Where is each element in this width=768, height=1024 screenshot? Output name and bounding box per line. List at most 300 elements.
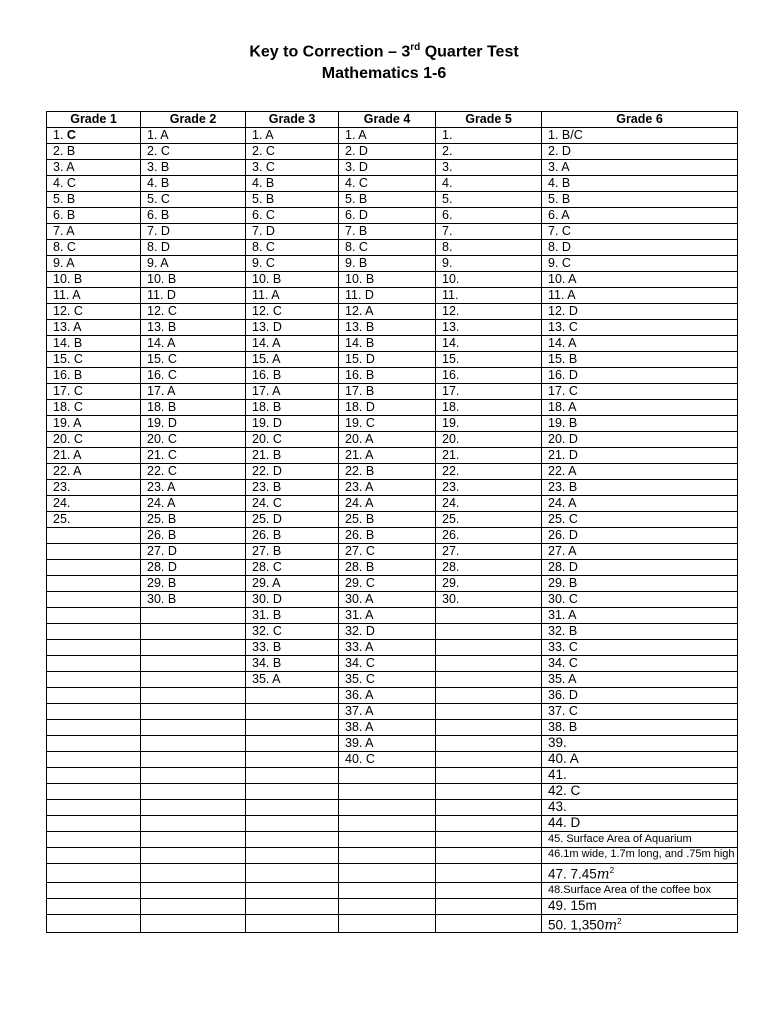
- answer-cell-grade-2: [141, 898, 246, 914]
- table-row: [47, 832, 738, 848]
- answer-cell-grade-2: 1. A: [141, 128, 246, 144]
- answer-cell-grade-5: [436, 624, 542, 640]
- answer-cell-grade-2: 16. C: [141, 368, 246, 384]
- answer-cell-grade-3: 32. C: [246, 624, 339, 640]
- answer-cell-grade-6: 33. C: [542, 640, 738, 656]
- answer-cell-grade-5: 2.: [436, 144, 542, 160]
- answer-cell-grade-6: 46.1m wide, 1.7m long, and .75m high: [542, 848, 738, 864]
- answer-cell-grade-6: 50. $1,350m^2$: [542, 914, 738, 933]
- answer-cell-grade-6: 1. B/C: [542, 128, 738, 144]
- answer-cell-grade-5: 11.: [436, 288, 542, 304]
- answer-cell-grade-4: 39. A: [339, 736, 436, 752]
- answer-cell-grade-6: 29. B: [542, 576, 738, 592]
- answer-cell-grade-5: [436, 768, 542, 784]
- answer-cell-grade-3: 24. C: [246, 496, 339, 512]
- answer-cell-grade-1: [47, 528, 141, 544]
- answer-cell-grade-5: [436, 656, 542, 672]
- answer-cell-grade-2: [141, 656, 246, 672]
- header-grade-3: Grade 3: [246, 112, 339, 128]
- answer-cell-grade-3: 31. B: [246, 608, 339, 624]
- answer-cell-grade-2: 3. B: [141, 160, 246, 176]
- answer-cell-grade-5: 22.: [436, 464, 542, 480]
- answer-cell-grade-3: 26. B: [246, 528, 339, 544]
- answer-cell-grade-6: 27. A: [542, 544, 738, 560]
- answer-cell-grade-1: 11. A: [47, 288, 141, 304]
- answer-cell-grade-5: 9.: [436, 256, 542, 272]
- answer-cell-grade-3: [246, 848, 339, 864]
- answer-cell-grade-2: [141, 882, 246, 898]
- answer-cell-grade-5: 16.: [436, 368, 542, 384]
- table-row: [47, 272, 738, 288]
- answer-cell-grade-1: 10. B: [47, 272, 141, 288]
- answer-cell-grade-5: 12.: [436, 304, 542, 320]
- answer-key-table: [46, 111, 738, 933]
- table-row: [47, 624, 738, 640]
- table-row: [47, 688, 738, 704]
- answer-cell-grade-2: 17. A: [141, 384, 246, 400]
- answer-cell-grade-2: 22. C: [141, 464, 246, 480]
- table-row: [47, 240, 738, 256]
- table-row: [47, 352, 738, 368]
- table-row: [47, 464, 738, 480]
- answer-cell-grade-4: 31. A: [339, 608, 436, 624]
- answer-cell-grade-1: [47, 704, 141, 720]
- answer-cell-grade-3: [246, 882, 339, 898]
- answer-cell-grade-6: 10. A: [542, 272, 738, 288]
- answer-cell-grade-5: [436, 688, 542, 704]
- table-row: [47, 752, 738, 768]
- answer-cell-grade-4: 4. C: [339, 176, 436, 192]
- table-row: [47, 256, 738, 272]
- answer-cell-grade-3: [246, 832, 339, 848]
- answer-cell-grade-2: [141, 736, 246, 752]
- answer-cell-grade-4: 34. C: [339, 656, 436, 672]
- answer-cell-grade-6: 6. A: [542, 208, 738, 224]
- answer-cell-grade-4: [339, 882, 436, 898]
- answer-cell-grade-3: 2. C: [246, 144, 339, 160]
- answer-cell-grade-5: 17.: [436, 384, 542, 400]
- answer-cell-grade-1: [47, 544, 141, 560]
- answer-cell-grade-3: 19. D: [246, 416, 339, 432]
- answer-cell-grade-6: 49. 15m: [542, 898, 738, 914]
- header-grade-6: Grade 6: [542, 112, 738, 128]
- answer-cell-grade-1: [47, 784, 141, 800]
- answer-cell-grade-6: 16. D: [542, 368, 738, 384]
- answer-cell-grade-3: [246, 914, 339, 933]
- answer-cell-grade-6: 9. C: [542, 256, 738, 272]
- answer-cell-grade-4: 26. B: [339, 528, 436, 544]
- answer-cell-grade-4: 29. C: [339, 576, 436, 592]
- answer-cell-grade-5: 15.: [436, 352, 542, 368]
- answer-cell-grade-2: [141, 914, 246, 933]
- answer-cell-grade-6: 34. C: [542, 656, 738, 672]
- answer-cell-grade-5: 14.: [436, 336, 542, 352]
- answer-cell-grade-6: 48.Surface Area of the coffee box: [542, 882, 738, 898]
- answer-cell-grade-1: 25.: [47, 512, 141, 528]
- answer-cell-grade-4: 33. A: [339, 640, 436, 656]
- answer-cell-grade-6: 13. C: [542, 320, 738, 336]
- table-row: [47, 160, 738, 176]
- answer-cell-grade-6: 39.: [542, 736, 738, 752]
- answer-cell-grade-1: 9. A: [47, 256, 141, 272]
- answer-cell-grade-6: 26. D: [542, 528, 738, 544]
- table-row: [47, 496, 738, 512]
- answer-cell-grade-2: [141, 848, 246, 864]
- answer-cell-grade-3: 28. C: [246, 560, 339, 576]
- answer-cell-grade-4: 9. B: [339, 256, 436, 272]
- table-row: [47, 736, 738, 752]
- answer-cell-grade-5: 25.: [436, 512, 542, 528]
- answer-cell-grade-1: [47, 864, 141, 883]
- answer-cell-grade-6: 8. D: [542, 240, 738, 256]
- answer-cell-grade-6: 36. D: [542, 688, 738, 704]
- answer-cell-grade-5: 18.: [436, 400, 542, 416]
- answer-cell-grade-3: 12. C: [246, 304, 339, 320]
- answer-cell-grade-3: 20. C: [246, 432, 339, 448]
- answer-cell-grade-1: [47, 624, 141, 640]
- answer-cell-grade-5: 24.: [436, 496, 542, 512]
- answer-cell-grade-2: 13. B: [141, 320, 246, 336]
- table-row: [47, 576, 738, 592]
- answer-cell-grade-2: 27. D: [141, 544, 246, 560]
- answer-cell-grade-1: [47, 608, 141, 624]
- answer-cell-grade-1: 15. C: [47, 352, 141, 368]
- table-row: [47, 864, 738, 883]
- table-row: [47, 768, 738, 784]
- answer-cell-grade-4: 11. D: [339, 288, 436, 304]
- answer-cell-grade-2: 7. D: [141, 224, 246, 240]
- table-row: [47, 544, 738, 560]
- answer-cell-grade-4: 17. B: [339, 384, 436, 400]
- answer-cell-grade-1: [47, 816, 141, 832]
- answer-cell-grade-6: 45. Surface Area of Aquarium: [542, 832, 738, 848]
- table-row: [47, 816, 738, 832]
- answer-cell-grade-1: 8. C: [47, 240, 141, 256]
- answer-cell-grade-5: 3.: [436, 160, 542, 176]
- answer-cell-grade-3: [246, 768, 339, 784]
- answer-cell-grade-1: [47, 656, 141, 672]
- answer-cell-grade-2: 30. B: [141, 592, 246, 608]
- table-row: [47, 512, 738, 528]
- answer-cell-grade-2: [141, 608, 246, 624]
- answer-cell-grade-4: 23. A: [339, 480, 436, 496]
- answer-cell-grade-2: 6. B: [141, 208, 246, 224]
- answer-cell-grade-5: 7.: [436, 224, 542, 240]
- answer-cell-grade-5: 26.: [436, 528, 542, 544]
- answer-cell-grade-4: 27. C: [339, 544, 436, 560]
- answer-cell-grade-4: 35. C: [339, 672, 436, 688]
- answer-cell-grade-5: 5.: [436, 192, 542, 208]
- answer-cell-grade-1: 24.: [47, 496, 141, 512]
- answer-cell-grade-4: 38. A: [339, 720, 436, 736]
- answer-cell-grade-4: 14. B: [339, 336, 436, 352]
- answer-cell-grade-4: [339, 898, 436, 914]
- answer-cell-grade-1: 12. C: [47, 304, 141, 320]
- answer-cell-grade-6: 41.: [542, 768, 738, 784]
- answer-cell-grade-2: 18. B: [141, 400, 246, 416]
- answer-cell-grade-5: [436, 720, 542, 736]
- answer-cell-grade-4: 12. A: [339, 304, 436, 320]
- answer-cell-grade-5: [436, 800, 542, 816]
- answer-cell-grade-1: 6. B: [47, 208, 141, 224]
- answer-cell-grade-2: [141, 672, 246, 688]
- table-row: [47, 560, 738, 576]
- table-row: [47, 320, 738, 336]
- answer-cell-grade-3: 7. D: [246, 224, 339, 240]
- answer-cell-grade-6: 15. B: [542, 352, 738, 368]
- answer-cell-grade-4: 15. D: [339, 352, 436, 368]
- answer-cell-grade-6: 24. A: [542, 496, 738, 512]
- answer-cell-grade-4: 10. B: [339, 272, 436, 288]
- answer-cell-grade-5: [436, 914, 542, 933]
- answer-cell-grade-5: 10.: [436, 272, 542, 288]
- answer-cell-grade-2: 11. D: [141, 288, 246, 304]
- table-row: [47, 368, 738, 384]
- answer-cell-grade-5: [436, 752, 542, 768]
- table-row: [47, 704, 738, 720]
- answer-cell-grade-3: 18. B: [246, 400, 339, 416]
- answer-cell-grade-2: [141, 864, 246, 883]
- answer-cell-grade-1: 5. B: [47, 192, 141, 208]
- table-row: [47, 882, 738, 898]
- answer-cell-grade-2: 25. B: [141, 512, 246, 528]
- answer-cell-grade-2: 10. B: [141, 272, 246, 288]
- table-row: [47, 480, 738, 496]
- answer-cell-grade-4: [339, 864, 436, 883]
- answer-cell-grade-5: [436, 608, 542, 624]
- answer-cell-grade-3: 35. A: [246, 672, 339, 688]
- answer-cell-grade-6: 3. A: [542, 160, 738, 176]
- header-grade-2: Grade 2: [141, 112, 246, 128]
- answer-cell-grade-4: 20. A: [339, 432, 436, 448]
- answer-cell-grade-5: 21.: [436, 448, 542, 464]
- answer-cell-grade-2: [141, 784, 246, 800]
- answer-cell-grade-2: [141, 640, 246, 656]
- answer-cell-grade-6: 35. A: [542, 672, 738, 688]
- table-row: [47, 800, 738, 816]
- table-row: [47, 304, 738, 320]
- answer-cell-grade-5: 8.: [436, 240, 542, 256]
- table-row: [47, 384, 738, 400]
- answer-cell-grade-5: [436, 736, 542, 752]
- answer-cell-grade-2: [141, 800, 246, 816]
- answer-cell-grade-3: 25. D: [246, 512, 339, 528]
- answer-cell-grade-4: 19. C: [339, 416, 436, 432]
- answer-cell-grade-1: 13. A: [47, 320, 141, 336]
- table-row: [47, 192, 738, 208]
- table-row: [47, 608, 738, 624]
- answer-cell-grade-4: [339, 784, 436, 800]
- table-row: [47, 592, 738, 608]
- answer-cell-grade-3: 29. A: [246, 576, 339, 592]
- answer-cell-grade-5: [436, 832, 542, 848]
- answer-cell-grade-2: [141, 720, 246, 736]
- answer-cell-grade-5: 20.: [436, 432, 542, 448]
- math-unit-exponent: 2: [609, 866, 615, 875]
- answer-cell-grade-3: 1. A: [246, 128, 339, 144]
- answer-cell-grade-5: [436, 882, 542, 898]
- answer-cell-grade-1: 14. B: [47, 336, 141, 352]
- table-row: [47, 128, 738, 144]
- answer-cell-grade-6: 7. C: [542, 224, 738, 240]
- answer-cell-grade-2: 21. C: [141, 448, 246, 464]
- table-row: [47, 224, 738, 240]
- answer-cell-grade-4: [339, 914, 436, 933]
- answer-cell-grade-6: 4. B: [542, 176, 738, 192]
- answer-cell-grade-5: [436, 848, 542, 864]
- answer-cell-grade-4: 1. A: [339, 128, 436, 144]
- table-row: [47, 640, 738, 656]
- answer-cell-grade-5: 30.: [436, 592, 542, 608]
- answer-cell-grade-4: 18. D: [339, 400, 436, 416]
- answer-cell-grade-1: [47, 914, 141, 933]
- answer-cell-grade-5: 1.: [436, 128, 542, 144]
- answer-cell-grade-6: 19. B: [542, 416, 738, 432]
- answer-cell-grade-3: [246, 898, 339, 914]
- answer-cell-grade-4: [339, 848, 436, 864]
- answer-cell-grade-3: [246, 864, 339, 883]
- table-row: [47, 672, 738, 688]
- table-row: [47, 416, 738, 432]
- answer-cell-grade-3: 16. B: [246, 368, 339, 384]
- table-row: [47, 448, 738, 464]
- answer-cell-grade-4: 25. B: [339, 512, 436, 528]
- answer-cell-grade-2: 9. A: [141, 256, 246, 272]
- answer-cell-grade-4: [339, 800, 436, 816]
- answer-cell-grade-5: [436, 704, 542, 720]
- answer-cell-grade-1: [47, 752, 141, 768]
- answer-cell-grade-2: 20. C: [141, 432, 246, 448]
- answer-cell-grade-2: 24. A: [141, 496, 246, 512]
- answer-cell-grade-1: [47, 592, 141, 608]
- answer-cell-grade-2: [141, 816, 246, 832]
- answer-cell-grade-2: 12. C: [141, 304, 246, 320]
- answer-cell-grade-3: 6. C: [246, 208, 339, 224]
- answer-cell-grade-4: 24. A: [339, 496, 436, 512]
- answer-cell-grade-4: 21. A: [339, 448, 436, 464]
- answer-cell-grade-1: [47, 898, 141, 914]
- answer-cell-grade-3: 5. B: [246, 192, 339, 208]
- answer-cell-grade-2: 28. D: [141, 560, 246, 576]
- answer-cell-grade-6: 30. C: [542, 592, 738, 608]
- answer-cell-grade-4: 32. D: [339, 624, 436, 640]
- answer-cell-grade-2: 2. C: [141, 144, 246, 160]
- answer-cell-grade-4: 2. D: [339, 144, 436, 160]
- answer-cell-grade-3: 15. A: [246, 352, 339, 368]
- answer-cell-grade-6: 37. C: [542, 704, 738, 720]
- answer-cell-grade-4: 30. A: [339, 592, 436, 608]
- answer-cell-grade-3: [246, 800, 339, 816]
- answer-cell-grade-6: 25. C: [542, 512, 738, 528]
- answer-cell-grade-3: 11. A: [246, 288, 339, 304]
- answer-cell-grade-5: 6.: [436, 208, 542, 224]
- header-grade-4: Grade 4: [339, 112, 436, 128]
- answer-cell-grade-3: [246, 752, 339, 768]
- answer-cell-grade-6: 40. A: [542, 752, 738, 768]
- answer-cell-grade-6: 17. C: [542, 384, 738, 400]
- answer-cell-grade-4: 40. C: [339, 752, 436, 768]
- answer-cell-grade-2: 4. B: [141, 176, 246, 192]
- answer-cell-grade-6: 11. A: [542, 288, 738, 304]
- answer-cell-grade-5: [436, 816, 542, 832]
- answer-cell-grade-6: 22. A: [542, 464, 738, 480]
- answer-cell-grade-4: 28. B: [339, 560, 436, 576]
- answer-cell-grade-3: 17. A: [246, 384, 339, 400]
- math-unit-variable: m: [604, 917, 618, 933]
- answer-cell-grade-6: 12. D: [542, 304, 738, 320]
- answer-cell-grade-1: [47, 672, 141, 688]
- answer-cell-grade-1: [47, 882, 141, 898]
- table-row: [47, 176, 738, 192]
- math-unit-variable: m: [596, 866, 610, 883]
- answer-cell-grade-1: [47, 768, 141, 784]
- answer-cell-grade-3: 34. B: [246, 656, 339, 672]
- answer-cell-grade-4: 13. B: [339, 320, 436, 336]
- answer-cell-grade-3: [246, 736, 339, 752]
- answer-cell-grade-6: 14. A: [542, 336, 738, 352]
- document-subtitle: Mathematics 1-6: [321, 65, 447, 82]
- answer-cell-grade-4: 37. A: [339, 704, 436, 720]
- answer-cell-grade-1: 22. A: [47, 464, 141, 480]
- answer-cell-grade-4: [339, 816, 436, 832]
- answer-cell-grade-5: [436, 640, 542, 656]
- answer-cell-grade-5: 13.: [436, 320, 542, 336]
- answer-cell-grade-2: [141, 752, 246, 768]
- answer-cell-grade-3: 10. B: [246, 272, 339, 288]
- answer-cell-grade-5: 29.: [436, 576, 542, 592]
- answer-cell-grade-4: 16. B: [339, 368, 436, 384]
- answer-cell-grade-3: 14. A: [246, 336, 339, 352]
- answer-cell-grade-1: [47, 800, 141, 816]
- answer-cell-grade-5: 28.: [436, 560, 542, 576]
- answer-cell-grade-2: 5. C: [141, 192, 246, 208]
- answer-cell-grade-6: 18. A: [542, 400, 738, 416]
- answer-cell-grade-1: [47, 688, 141, 704]
- table-row: [47, 432, 738, 448]
- answer-cell-grade-2: [141, 704, 246, 720]
- answer-cell-grade-6: 5. B: [542, 192, 738, 208]
- answer-cell-grade-3: [246, 720, 339, 736]
- document-title: Key to Correction – 3rd Quarter Test: [249, 42, 519, 61]
- answer-cell-grade-4: [339, 832, 436, 848]
- table-row: [47, 898, 738, 914]
- table-row: [47, 336, 738, 352]
- answer-cell-grade-3: 30. D: [246, 592, 339, 608]
- answer-cell-grade-5: 23.: [436, 480, 542, 496]
- answer-cell-grade-1: 17. C: [47, 384, 141, 400]
- answer-cell-grade-2: 23. A: [141, 480, 246, 496]
- table-row: [47, 400, 738, 416]
- answer-cell-grade-1: 20. C: [47, 432, 141, 448]
- answer-cell-grade-4: 36. A: [339, 688, 436, 704]
- math-unit-exponent: 2: [617, 916, 622, 926]
- answer-cell-grade-2: 29. B: [141, 576, 246, 592]
- answer-cell-grade-3: 33. B: [246, 640, 339, 656]
- answer-cell-grade-6: 42. C: [542, 784, 738, 800]
- answer-cell-grade-3: 22. D: [246, 464, 339, 480]
- answer-cell-grade-2: [141, 768, 246, 784]
- answer-cell-grade-6: 2. D: [542, 144, 738, 160]
- answer-cell-grade-3: 8. C: [246, 240, 339, 256]
- table-row: [47, 144, 738, 160]
- answer-cell-grade-5: [436, 898, 542, 914]
- answer-cell-grade-4: 5. B: [339, 192, 436, 208]
- answer-cell-grade-3: 9. C: [246, 256, 339, 272]
- answer-cell-grade-1: [47, 720, 141, 736]
- answer-cell-grade-3: [246, 784, 339, 800]
- answer-cell-grade-2: 14. A: [141, 336, 246, 352]
- answer-cell-grade-3: [246, 816, 339, 832]
